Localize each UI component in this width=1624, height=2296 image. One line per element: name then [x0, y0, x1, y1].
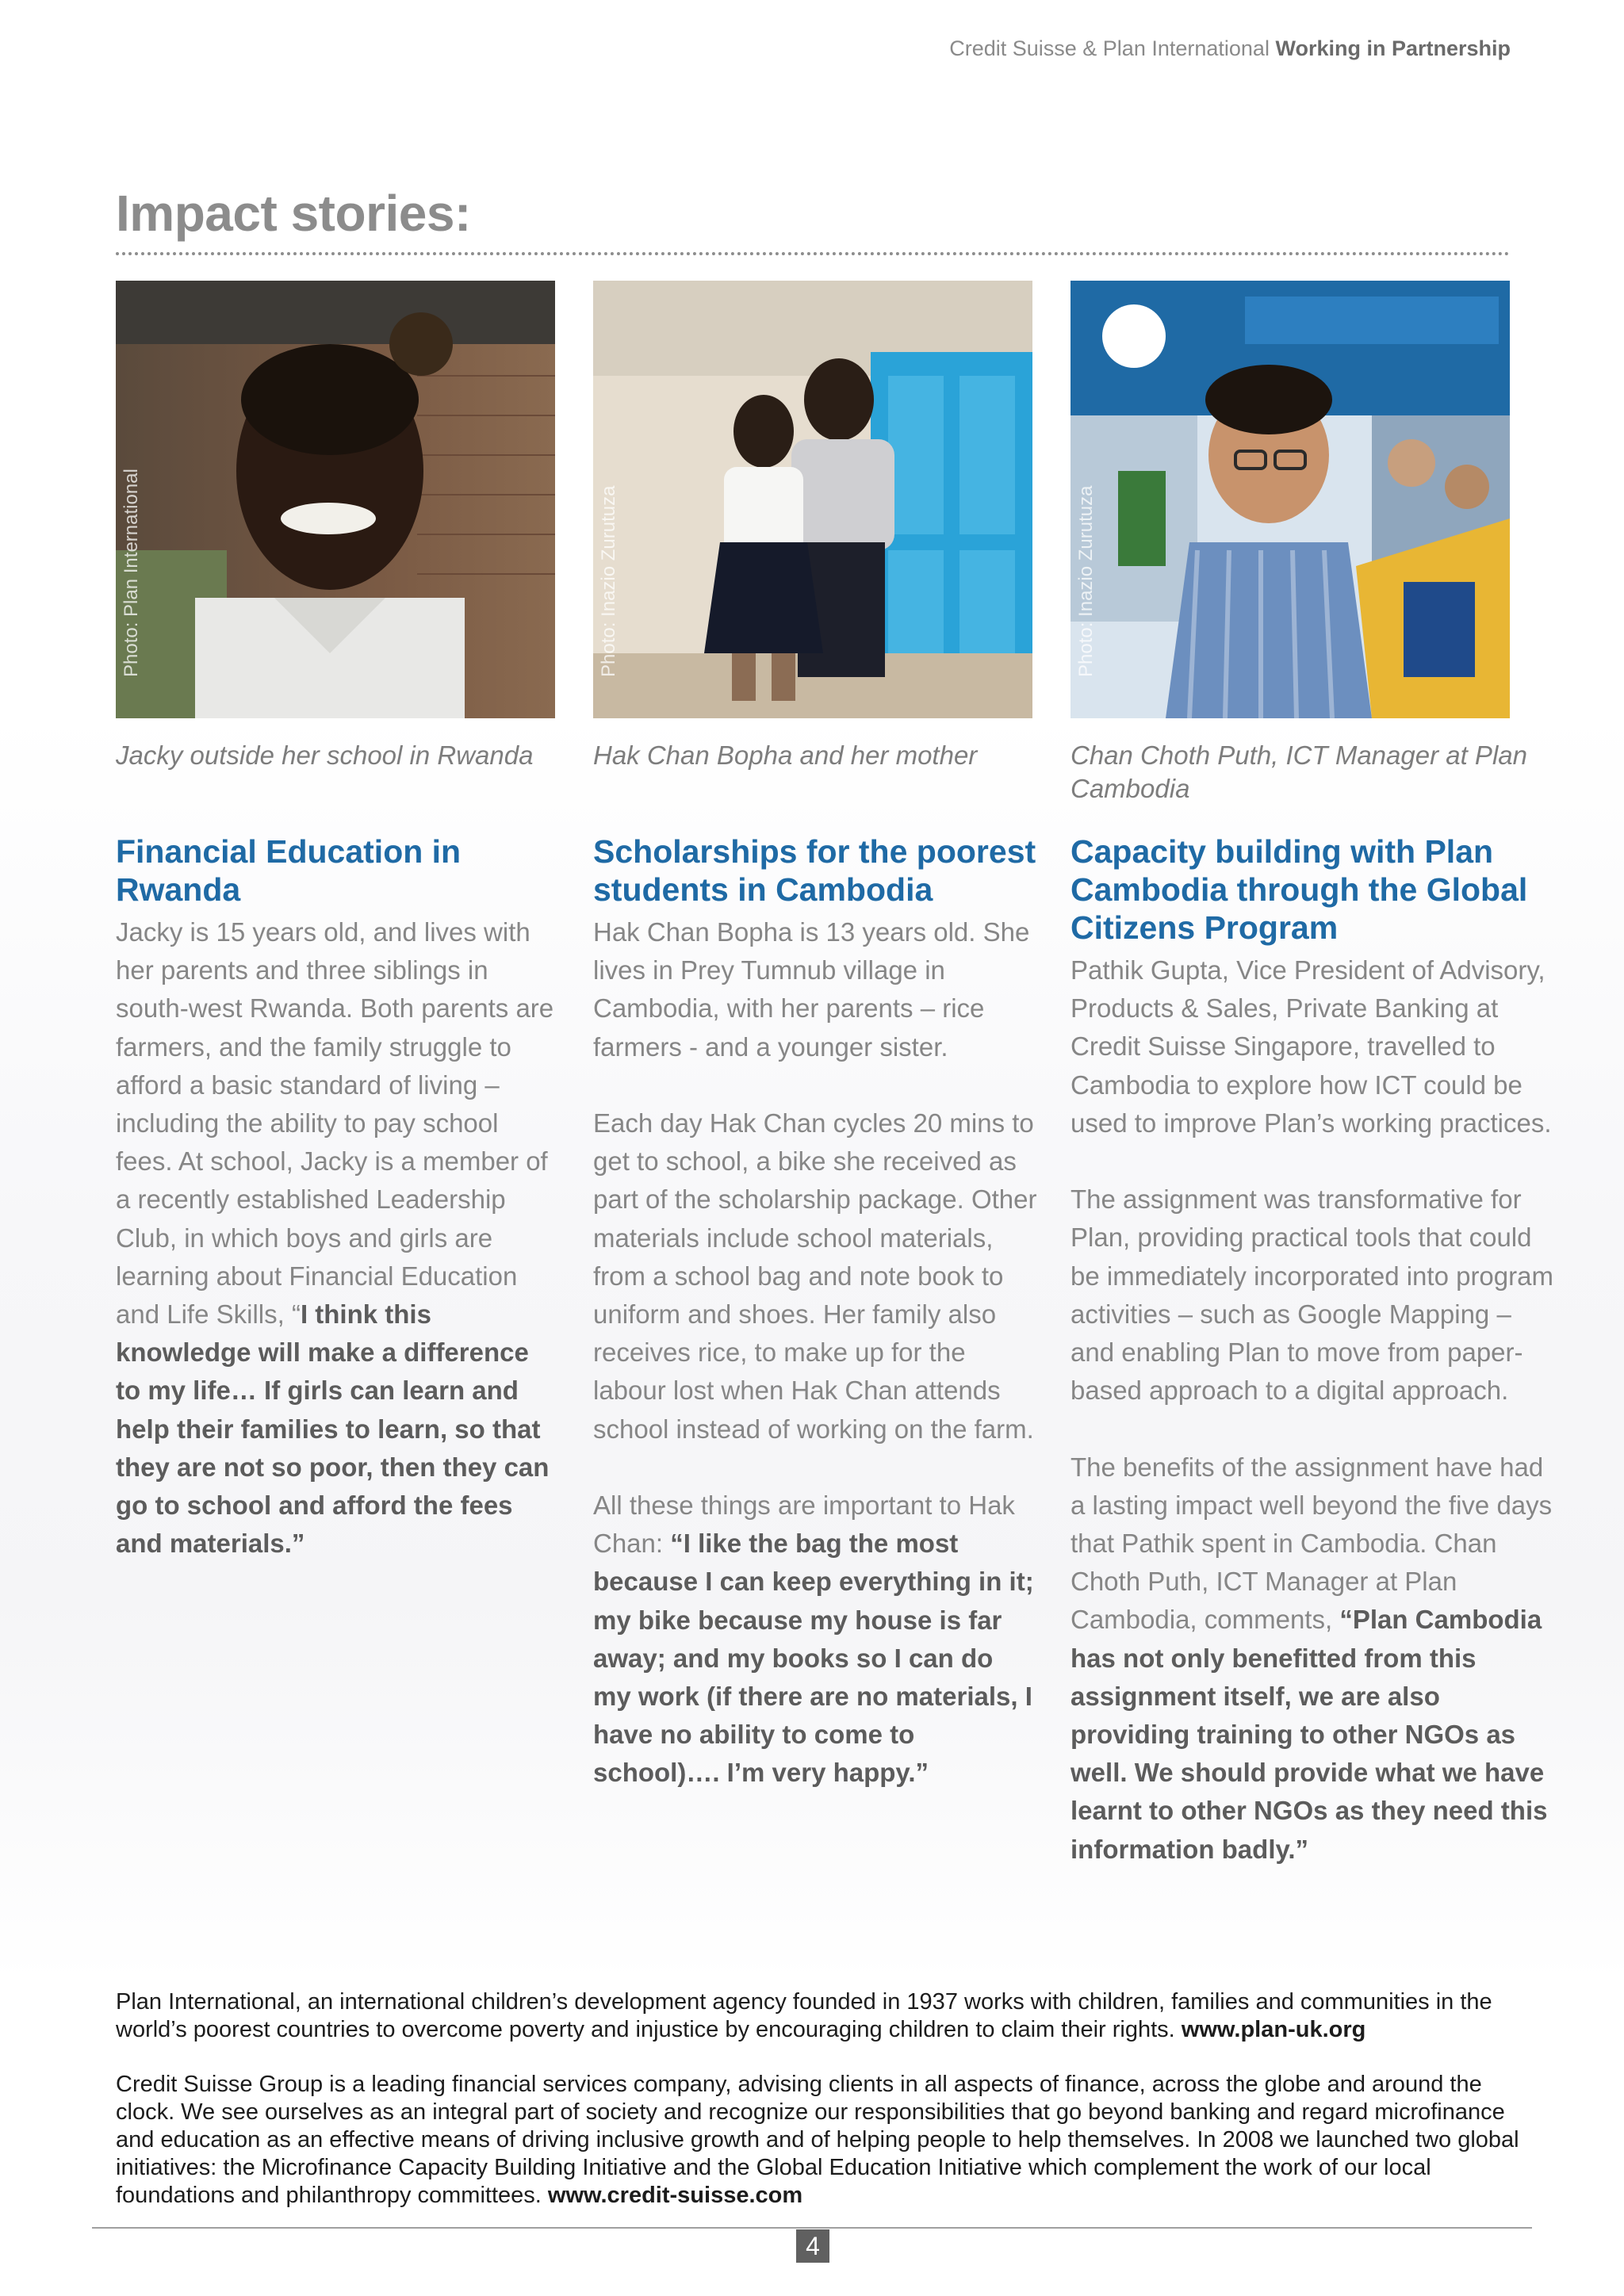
running-header — [949, 36, 1511, 61]
photo-caption: Jacky outside her school in Rwanda — [116, 740, 534, 770]
story-body — [116, 913, 560, 1563]
credit-suisse-link[interactable]: www.credit-suisse.com — [547, 2183, 803, 2208]
story-heading: Capacity building with Plan Cambodia through the Global Citizens Program — [1071, 833, 1528, 946]
footer-about — [116, 1988, 1527, 2210]
story-paragraph: The benefits of the assignment have had a lasting impact well beyond the five days that Pathik spent in Cambodia. Chan Choth Puth, ICT Manager at Plan Cambodia, comments, — [1071, 1452, 1553, 1635]
plan-description: Plan International, an international children’s development agency founded in 1937 works with children, families and communities in the world’s poorest countries to overcome poverty and injustice by encouraging children to claim their rights. — [116, 1989, 1492, 2042]
story-heading: Financial Education in Rwanda — [116, 833, 462, 908]
story-cambodia-scholarships — [593, 281, 1037, 1793]
photo-chan-choth-puth-image — [1071, 281, 1510, 718]
credit-suisse-description: Credit Suisse Group is a leading financial services company, advising clients in all aspects of finance, across the globe and around the clock. We see ourselves as an integral part of society and recognize our responsibilities that go beyond banking and regard microfinance and education as an effective means of driving inclusive growth and of helping people to help themselves. In 2008 we launched two global initiatives: the Microfinance Capacity Building Initiative and the Global Education Initiative which complement the work of our local foundations and philanthropy committees. — [116, 2072, 1519, 2208]
story-paragraph: The assignment was transformative for Plan, providing practical tools that could be immediately incorporated into program activities – such as Google Mapping – and enabling Plan to move from paper-based approach to a digital approach. — [1071, 1184, 1553, 1406]
story-paragraph: Hak Chan Bopha is 13 years old. She lives in Prey Tumnub village in Cambodia, with her parents – rice farmers - and a younger sister. — [593, 917, 1030, 1062]
photo-credit: Photo: Inazio Zurutuza — [1075, 485, 1097, 677]
photo-credit: Photo: Plan International — [121, 469, 142, 677]
photo-hak-chan-image — [593, 281, 1032, 718]
page-title: Impact stories: — [116, 185, 471, 242]
story-heading: Scholarships for the poorest students in Cambodia — [593, 833, 1036, 908]
header-bold: Working in Partnership — [1275, 36, 1511, 60]
story-body — [593, 913, 1037, 1793]
photo-jacky-image — [116, 281, 555, 718]
plan-link[interactable]: www.plan-uk.org — [1181, 2017, 1366, 2042]
story-cambodia-capacity — [1071, 281, 1554, 1869]
photo-chan-choth-puth — [1071, 281, 1510, 718]
story-quote: I think this knowledge will make a difference to my life… If girls can learn and help their families to learn, so that they are not so poor, then they can go to school and afford the fees and materials.” — [116, 1299, 550, 1559]
story-rwanda — [116, 281, 560, 1563]
story-quote: “I like the bag the most because I can keep everything in it; my bike because my house is far away; and my books so I can do my work (if there are no materials, I have no ability to come to school)…. I’m very happy.” — [593, 1529, 1034, 1788]
title-divider — [116, 252, 1510, 255]
story-paragraph: All these things are important to Hak Chan: — [593, 1490, 1015, 1559]
story-paragraph: Pathik Gupta, Vice President of Advisory, Products & Sales, Private Banking at Credit Suisse Singapore, travelled to Cambodia to explore how ICT could be used to improve Plan’s working practices. — [1071, 955, 1552, 1138]
story-body — [1071, 951, 1554, 1869]
photo-caption: Hak Chan Bopha and her mother — [593, 740, 978, 770]
story-quote: “Plan Cambodia has not only benefitted from this assignment itself, we are also providing training to other NGOs as well. We should provide what we have learnt to other NGOs as they need this information badly.” — [1071, 1605, 1548, 1864]
footer-divider — [92, 2227, 1532, 2229]
story-paragraph: Jacky is 15 years old, and lives with her parents and three siblings in south-west Rwanda. Both parents are farmers, and the family struggle to afford a basic standard of living – including the ability to pay school fees. At school, Jacky is a member of a recently established Leadership Club, in which boys and girls are learning about Financial Education and Life Skills, “ — [116, 917, 554, 1330]
photo-jacky — [116, 281, 555, 718]
page-number: 4 — [796, 2229, 829, 2263]
photo-caption: Chan Choth Puth, ICT Manager at Plan Cambodia — [1071, 740, 1527, 803]
story-paragraph: Each day Hak Chan cycles 20 mins to get to school, a bike she received as part of the scholarship package. Other materials include school materials, from a school bag and note book to uniform and shoes. Her family also receives rice, to make up for the labour lost when Hak Chan attends school instead of working on the farm. — [593, 1108, 1037, 1444]
header-prefix: Credit Suisse & Plan International — [949, 36, 1276, 60]
photo-credit: Photo: Inazio Zurutuza — [598, 485, 619, 677]
photo-hak-chan — [593, 281, 1032, 718]
